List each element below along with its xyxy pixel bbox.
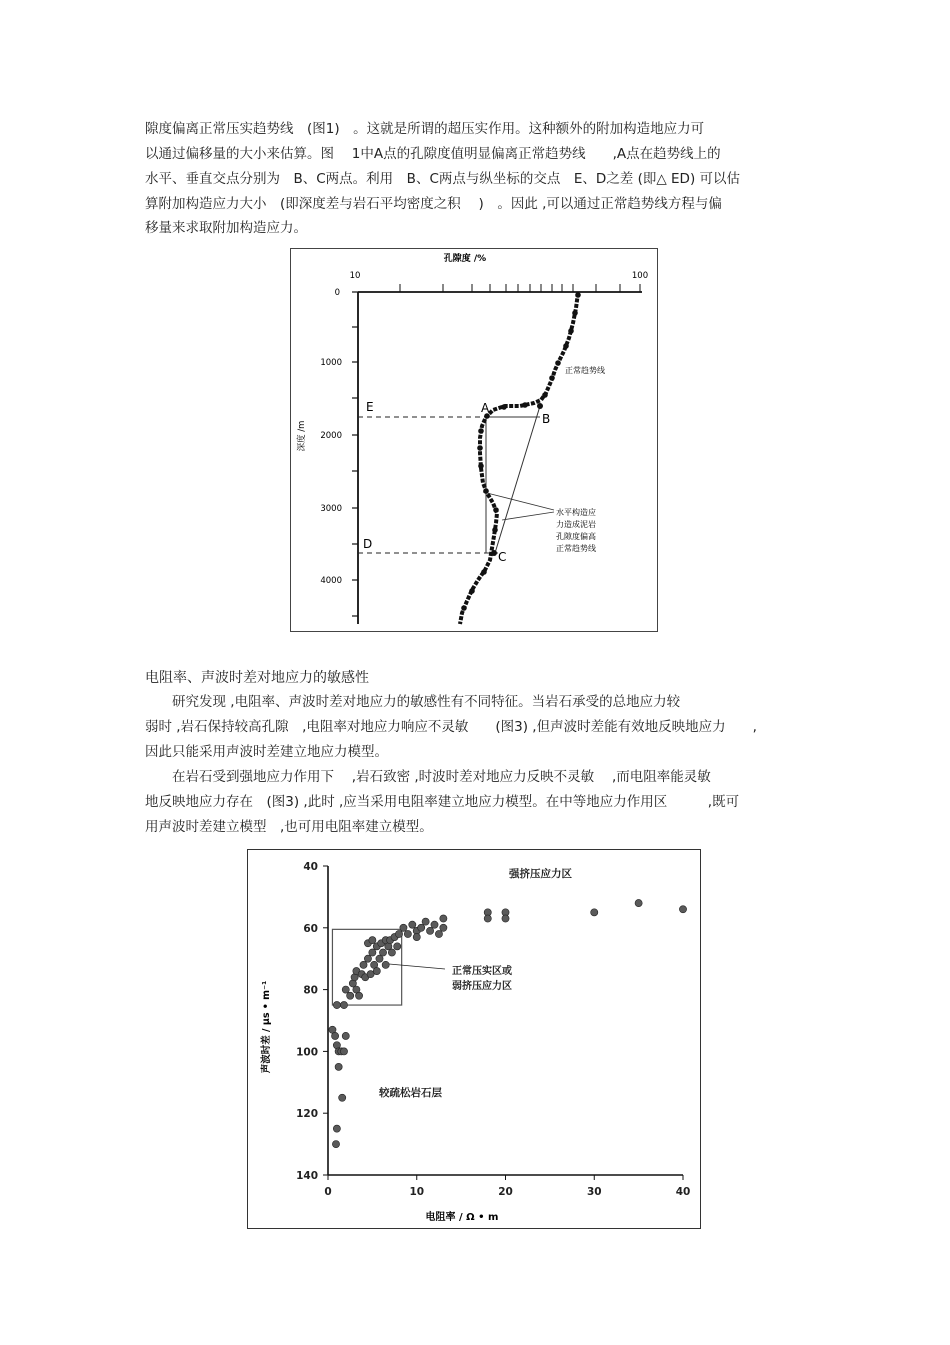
data-point — [342, 1032, 349, 1039]
body-line: 用声波时差建立模型 ,也可用电阻率建立模型。 — [145, 819, 433, 835]
chart-ylabel: 声波时差 / μs • m⁻¹ — [261, 980, 272, 1074]
figure1-trend-label: 正常趋势线 — [565, 366, 605, 375]
y-tick-label: 100 — [296, 1046, 318, 1059]
data-point — [347, 992, 354, 999]
data-point — [382, 961, 389, 968]
data-point — [394, 943, 401, 950]
figure1-x-tick-label: 100 — [631, 271, 649, 281]
figure1-point-a: A — [481, 401, 490, 415]
data-point — [369, 949, 376, 956]
y-tick-label: 40 — [303, 861, 318, 873]
data-point — [400, 924, 407, 931]
body-line: 地反映地应力存在 (图3) ,此时 ,应当采用电阻率建立地应力模型。在中等地应力作用区 ,既可 — [145, 794, 740, 810]
data-point — [373, 967, 380, 974]
svg-text:水平构造应: 水平构造应 — [556, 508, 596, 517]
data-point — [431, 921, 438, 928]
data-point — [340, 1048, 347, 1055]
data-point — [435, 930, 442, 937]
chart-annotation-strong: 强挤压应力区 — [509, 868, 572, 880]
data-point — [440, 915, 447, 922]
section-heading: 电阻率、声波时差对地应力的敏感性 — [145, 670, 369, 686]
data-point — [502, 915, 509, 922]
figure1-y-tick-label: 3000 — [320, 504, 342, 514]
x-tick-label: 20 — [498, 1186, 513, 1198]
data-point — [355, 992, 362, 999]
figure1-y-tick-label: 1000 — [320, 358, 342, 368]
y-tick-label: 60 — [303, 922, 318, 935]
x-tick-label: 40 — [675, 1186, 691, 1198]
body-line: 研究发现 ,电阻率、声波时差对地应力的敏感性有不同特征。当岩石承受的总地应力较 — [145, 694, 681, 710]
y-tick-label: 120 — [296, 1108, 318, 1121]
figure1-y-tick-label: 2000 — [320, 431, 342, 441]
data-point — [440, 924, 447, 931]
intro-line: 以通过偏移量的大小来估算。图 1中A点的孔隙度值明显偏离正常趋势线 ,A点在趋势线上的 — [145, 146, 721, 162]
data-point — [335, 1063, 342, 1070]
intro-line: 隙度偏离正常压实趋势线 (图1) 。这就是所谓的超压实作用。这种额外的附加构造地应力可 — [145, 121, 705, 137]
figure1-y-tick-label: 0 — [334, 288, 340, 298]
body-line: 在岩石受到强地应力作用下 ,岩石致密 ,时波时差对地应力反映不灵敏 ,而电阻率能灵敏 — [145, 769, 711, 785]
y-tick-label: 140 — [296, 1170, 318, 1182]
svg-text:孔隙度偏高: 孔隙度偏高 — [556, 532, 596, 541]
data-point — [426, 927, 433, 934]
data-point — [333, 1001, 340, 1008]
figure1-point-c: C — [498, 550, 507, 564]
data-point — [413, 933, 420, 940]
body-line: 因此只能采用声波时差建立地应力模型。 — [145, 744, 388, 760]
data-point — [332, 1141, 339, 1148]
figure1-y-tick-label: 4000 — [320, 576, 342, 586]
data-point — [404, 930, 411, 937]
figure1-point-d: D — [363, 537, 373, 551]
chart-annotation-normal-2: 弱挤压应力区 — [452, 981, 512, 992]
data-point — [409, 921, 416, 928]
data-point — [422, 918, 429, 925]
data-point — [342, 986, 349, 993]
x-tick-label: 30 — [586, 1186, 602, 1198]
data-point — [332, 1032, 339, 1039]
data-point — [591, 909, 598, 916]
intro-line: 算附加构造应力大小 (即深度差与岩石平均密度之积 ) 。因此 ,可以通过正常趋势线方程与偏 — [145, 196, 722, 212]
data-point — [360, 961, 367, 968]
figure-3-scatter-chart — [247, 849, 701, 1229]
figure1-point-b: B — [542, 412, 551, 426]
figure1-x-tick-label: 10 — [349, 271, 361, 281]
data-point — [388, 949, 395, 956]
y-tick-label: 80 — [303, 984, 318, 997]
chart-annotation-normal-1: 正常压实区或 — [452, 966, 512, 977]
figure1-point-e: E — [366, 400, 374, 414]
svg-text:正常趋势线: 正常趋势线 — [556, 544, 596, 553]
figure1-ylabel: 深度 /m — [297, 420, 307, 452]
chart-xlabel: 电阻率 / Ω • m — [425, 1212, 499, 1223]
data-point — [339, 1094, 346, 1101]
body-line: 弱时 ,岩石保持较高孔隙 ,电阻率对地应力响应不灵敏 (图3) ,但声波时差能有效地反映地应力 , — [145, 719, 757, 735]
data-point — [369, 937, 376, 944]
figure1-xlabel: 孔隙度 /% — [443, 254, 487, 264]
data-point — [364, 955, 371, 962]
chart-annotation-loose: 较疏松岩石层 — [379, 1087, 442, 1099]
data-point — [679, 906, 686, 913]
data-point — [418, 924, 425, 931]
x-tick-label: 0 — [324, 1186, 332, 1198]
svg-text:力造成泥岩: 力造成泥岩 — [556, 520, 596, 529]
data-point — [340, 1001, 347, 1008]
x-tick-label: 10 — [409, 1186, 425, 1198]
data-point — [379, 949, 386, 956]
figure-1-porosity-depth — [290, 248, 658, 632]
intro-line: 移量来求取附加构造应力。 — [145, 220, 307, 236]
data-point — [484, 915, 491, 922]
data-point — [333, 1125, 340, 1132]
data-point — [635, 899, 642, 906]
intro-line: 水平、垂直交点分别为 B、C两点。利用 B、C两点与纵坐标的交点 E、D之差 (即△ ED) 可以估 — [145, 171, 741, 187]
data-point — [395, 930, 402, 937]
